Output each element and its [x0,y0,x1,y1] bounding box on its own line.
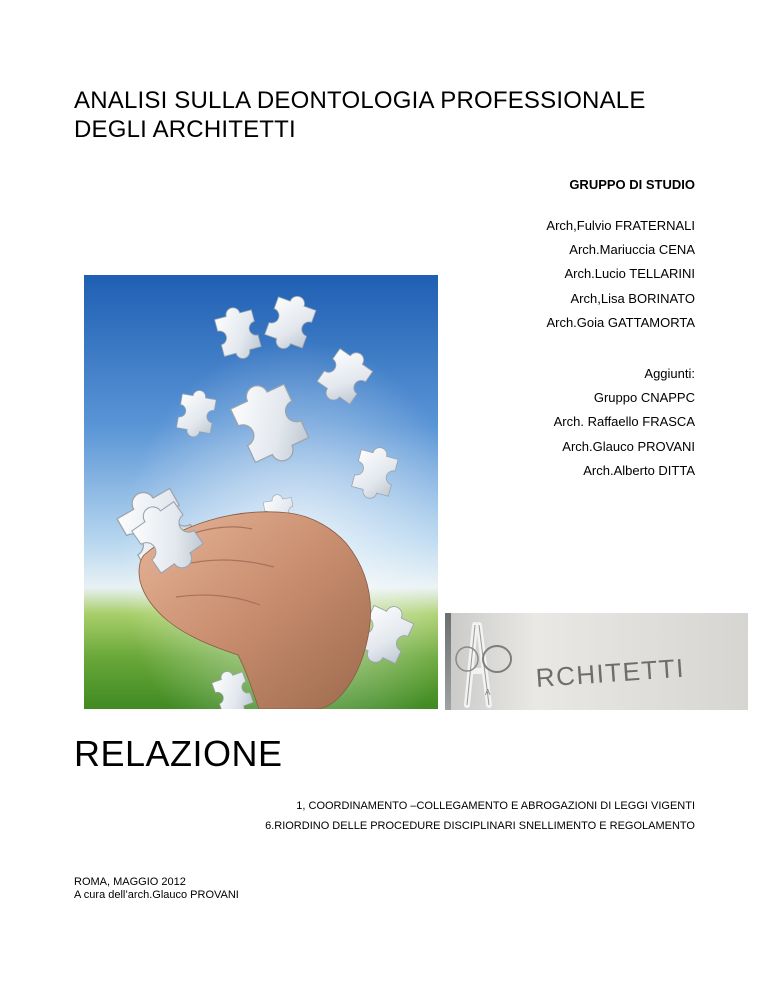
member-name: Arch.Lucio TELLARINI [564,266,695,282]
document-title [74,86,714,144]
additional-member-name: Arch.Glauco PROVANI [562,438,695,454]
member-name: Arch,Lisa BORINATO [570,290,695,306]
document-footer [74,876,239,902]
member-name: Arch,Fulvio FRATERNALI [546,218,695,233]
member-name: Arch.Goia GATTAMORTA [546,314,695,330]
architects-sign-text: RCHITETTI [534,652,686,694]
architects-small-letter: A [485,688,491,697]
report-heading: RELAZIONE [74,733,283,774]
puzzle-hand-photo [84,275,438,709]
additional-members [435,362,695,483]
report-topic: 1, COORDINAMENTO –COLLEGAMENTO E ABROGAZIONI DI LEGGI VIGENTI [296,800,695,812]
additional-member-name: Arch.Alberto DITTA [583,462,695,478]
additional-member-name: Arch. Raffaello FRASCA [553,414,695,430]
report-topics [135,796,695,836]
curated-by: A cura dell’arch.Glauco PROVANI [74,889,239,901]
title-line-2: DEGLI ARCHITETTI [74,116,296,143]
place-date: ROMA, MAGGIO 2012 [74,876,186,888]
additional-heading: Aggiunti: [644,366,695,381]
study-group-heading: GRUPPO DI STUDIO [569,177,695,192]
report-topic: 6.RIORDINO DELLE PROCEDURE DISCIPLINARI SNELLIMENTO E REGOLAMENTO [265,820,695,832]
additional-member-name: Gruppo CNAPPC [593,390,695,406]
member-name: Arch.Mariuccia CENA [569,242,695,258]
title-line-1: ANALISI SULLA DEONTOLOGIA PROFESSIONALE [74,87,646,114]
study-group-members [435,214,695,335]
